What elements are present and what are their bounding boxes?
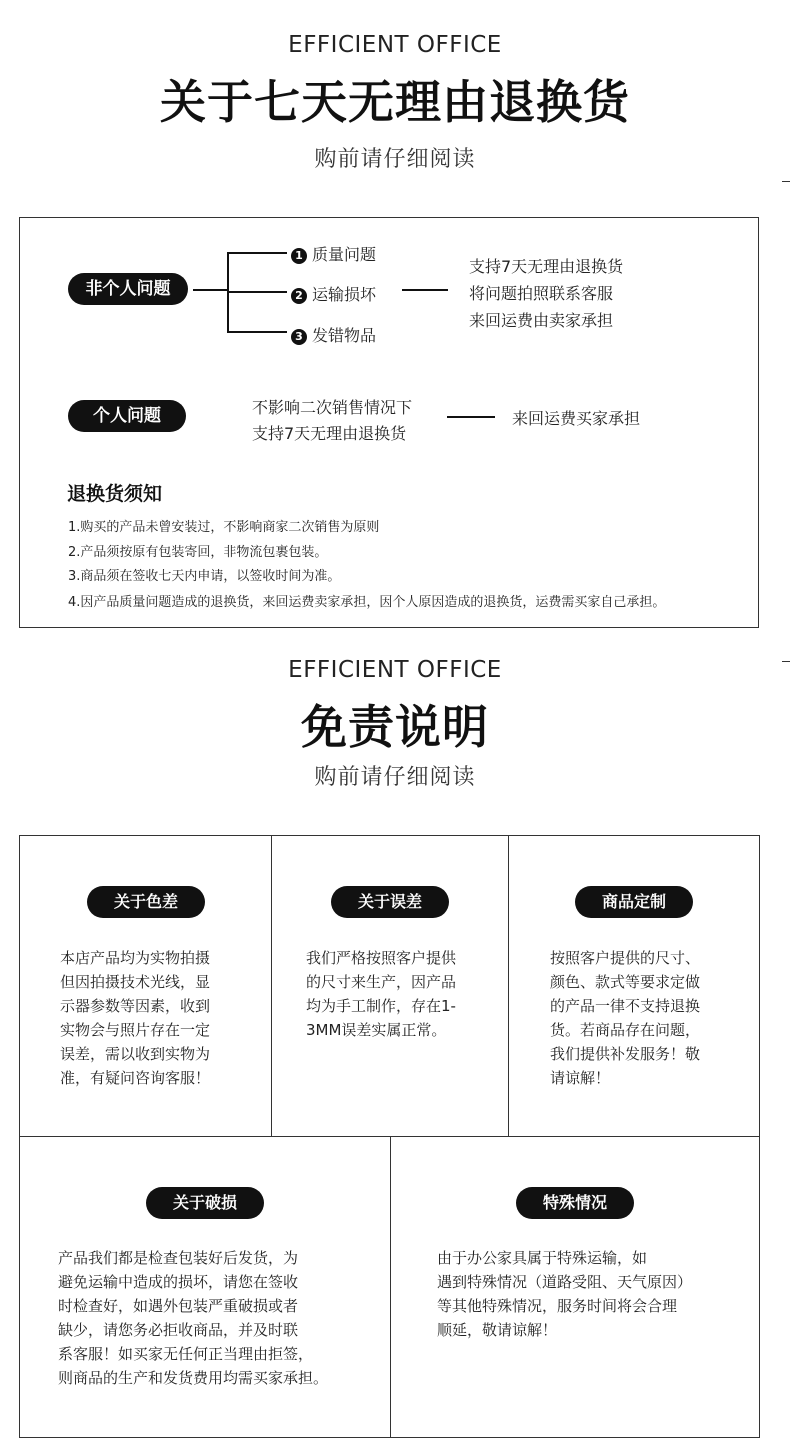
cell-line: 遇到特殊情况（道路受阻、天气原因） xyxy=(437,1273,693,1291)
cell-label-color-diff: 关于色差 xyxy=(87,886,205,918)
cell-line: 按照客户提供的尺寸、 xyxy=(550,949,701,967)
grid-border xyxy=(19,835,20,1438)
notice-item: 3.商品须在签收七天内申请，以签收时间为准。 xyxy=(68,569,341,584)
cell-label-special: 特殊情况 xyxy=(516,1187,634,1219)
non-personal-pill: 非个人问题 xyxy=(68,273,188,305)
cell-line: 实物会与照片存在一定 xyxy=(60,1021,211,1039)
cell-line: 时检查好，如遇外包装严重破损或者 xyxy=(58,1297,299,1315)
non-personal-result xyxy=(469,253,623,334)
section2-en-title: EFFICIENT OFFICE xyxy=(288,657,502,683)
cell-text-damage xyxy=(58,1246,328,1390)
condition-line: 支持7天无理由退换货 xyxy=(252,424,407,443)
grid-border xyxy=(759,835,760,1438)
notice-item: 2.产品须按原有包装寄回，非物流包裹包装。 xyxy=(68,545,328,560)
grid-border xyxy=(508,835,509,1137)
cell-line: 误差，需以收到实物为 xyxy=(60,1045,211,1063)
cell-line: 准，有疑问咨询客服！ xyxy=(60,1069,211,1087)
connector-line xyxy=(193,289,229,291)
notice-title: 退换货须知 xyxy=(67,483,163,505)
result-line: 来回运费由卖家承担 xyxy=(469,311,614,330)
grid-border xyxy=(19,835,760,836)
cell-label-error: 关于误差 xyxy=(331,886,449,918)
cell-line: 颜色、款式等要求定做 xyxy=(550,973,701,991)
result-line: 支持7天无理由退换货 xyxy=(469,257,624,276)
cell-line: 产品我们都是检查包装好后发货，为 xyxy=(58,1249,299,1267)
cell-text-custom xyxy=(550,946,700,1090)
grid-border xyxy=(271,835,272,1137)
cell-line: 均为手工制作，存在1- xyxy=(306,997,456,1015)
notice-item: 4.因产品质量问题造成的退换货，来回运费卖家承担，因个人原因造成的退换货，运费需买家自己承担。 xyxy=(68,595,666,610)
grid-border xyxy=(390,1136,391,1438)
cell-line: 缺少，请您务必拒收商品，并及时联 xyxy=(58,1321,299,1339)
result-line: 将问题拍照联系客服 xyxy=(469,284,614,303)
cell-line: 由于办公家具属于特殊运输，如 xyxy=(437,1249,648,1267)
cell-text-color-diff xyxy=(60,946,210,1090)
cell-line: 3MM误差实属正常。 xyxy=(306,1021,447,1039)
cell-line: 的尺寸来生产，因产品 xyxy=(306,973,457,991)
cell-line: 我们严格按照客户提供 xyxy=(306,949,457,967)
connector-line xyxy=(402,289,448,291)
branch-item-2 xyxy=(291,282,376,305)
cell-label-custom: 商品定制 xyxy=(575,886,693,918)
number-badge-icon: 3 xyxy=(291,329,307,345)
branch-label: 发错物品 xyxy=(312,326,377,345)
personal-pill: 个人问题 xyxy=(68,400,186,432)
cell-line: 示器参数等因素，收到 xyxy=(60,997,211,1015)
personal-result: 来回运费买家承担 xyxy=(512,409,641,428)
branch-line xyxy=(227,331,287,333)
edge-tick xyxy=(782,181,790,182)
cell-line: 本店产品均为实物拍摄 xyxy=(60,949,211,967)
branch-line xyxy=(227,291,287,293)
section1-en-title: EFFICIENT OFFICE xyxy=(288,32,502,58)
cell-line: 等其他特殊情况，服务时间将会合理 xyxy=(437,1297,678,1315)
cell-label-damage: 关于破损 xyxy=(146,1187,264,1219)
connector-line xyxy=(447,416,495,418)
section1-title: 关于七天无理由退换货 xyxy=(160,75,630,129)
branch-line xyxy=(227,252,287,254)
condition-line: 不影响二次销售情况下 xyxy=(252,398,413,417)
section2-title: 免责说明 xyxy=(301,700,489,754)
cell-line: 我们提供补发服务！敬 xyxy=(550,1045,701,1063)
cell-line: 顺延，敬请谅解！ xyxy=(437,1321,558,1339)
number-badge-icon: 1 xyxy=(291,248,307,264)
section2-subtitle: 购前请仔细阅读 xyxy=(314,765,476,790)
cell-line: 则商品的生产和发货费用均需买家承担。 xyxy=(58,1369,329,1387)
cell-text-special xyxy=(437,1246,692,1342)
branch-label: 运输损坏 xyxy=(312,285,377,304)
cell-line: 请谅解！ xyxy=(550,1069,611,1087)
cell-line: 系客服！如买家无任何正当理由拒签， xyxy=(58,1345,314,1363)
cell-line: 货。若商品存在问题， xyxy=(550,1021,701,1039)
cell-line: 避免运输中造成的损坏，请您在签收 xyxy=(58,1273,299,1291)
branch-label: 质量问题 xyxy=(312,245,377,264)
notice-item: 1.购买的产品未曾安装过，不影响商家二次销售为原则 xyxy=(68,520,380,535)
section1-subtitle: 购前请仔细阅读 xyxy=(314,147,476,172)
number-badge-icon: 2 xyxy=(291,288,307,304)
branch-item-1 xyxy=(291,242,376,265)
personal-condition xyxy=(252,395,412,447)
branch-item-3 xyxy=(291,323,376,346)
cell-text-error xyxy=(306,946,456,1042)
cell-line: 但因拍摄技术光线，显 xyxy=(60,973,211,991)
cell-line: 的产品一律不支持退换 xyxy=(550,997,701,1015)
